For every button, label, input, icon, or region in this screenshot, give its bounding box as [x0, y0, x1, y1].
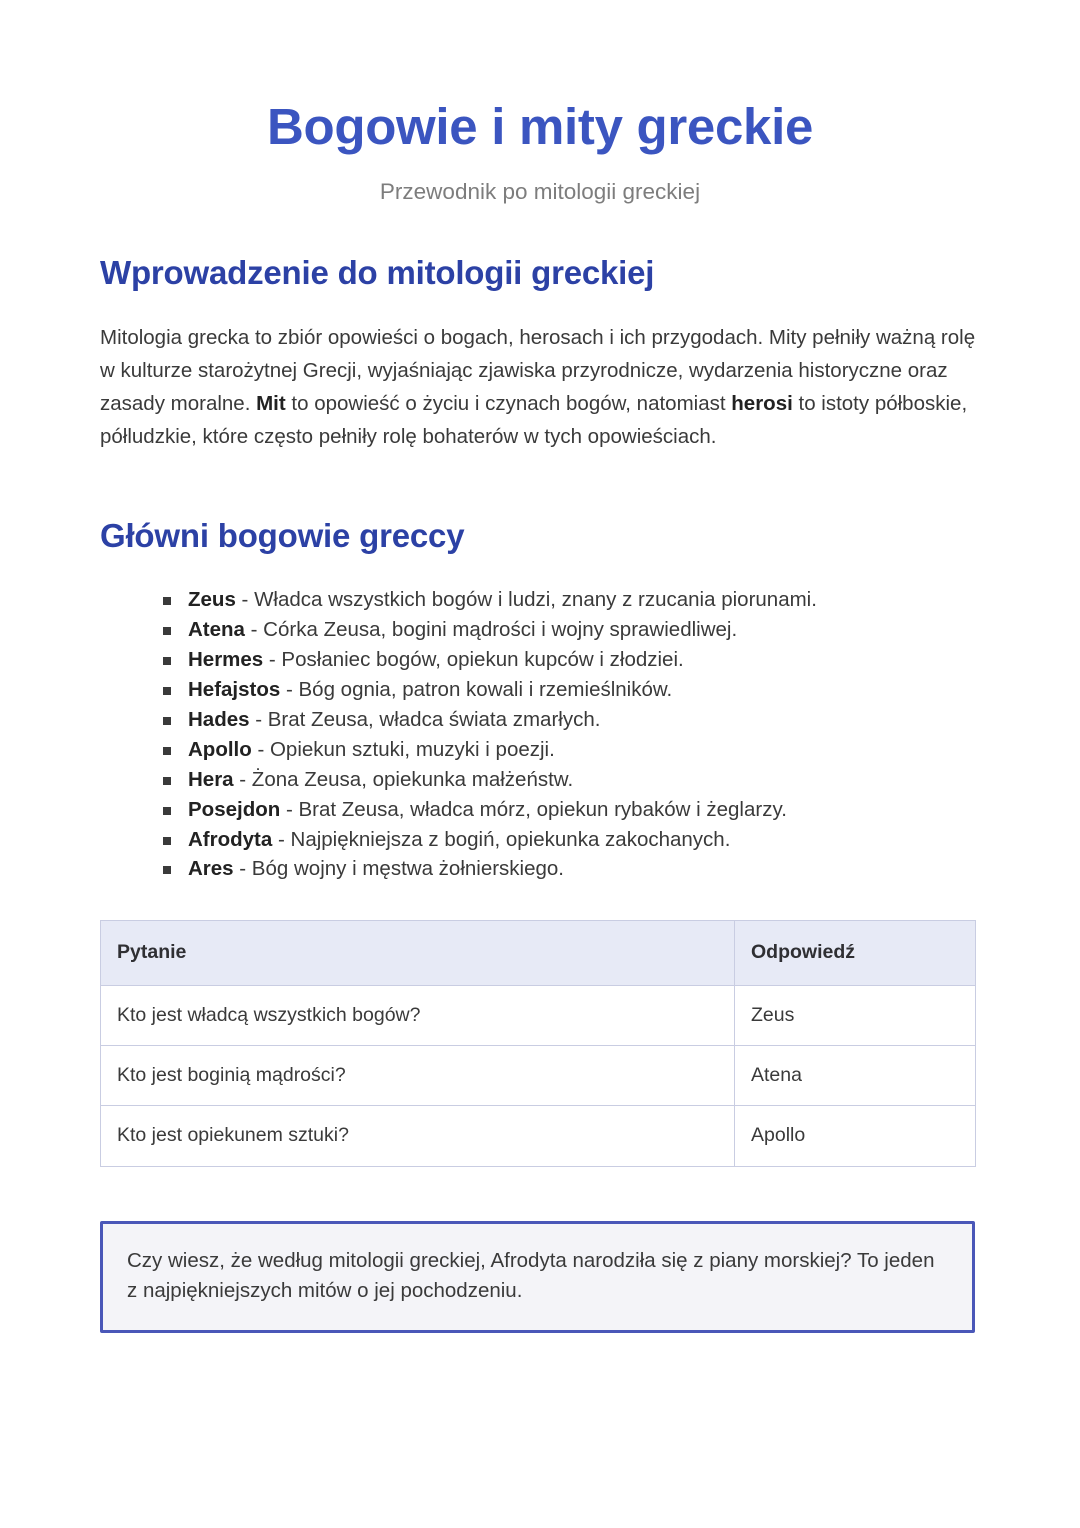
list-item	[160, 795, 980, 825]
list-item	[160, 765, 980, 795]
table-row	[101, 1106, 976, 1166]
god-description: - Brat Zeusa, władca mórz, opiekun rybaków i żeglarzy.	[280, 797, 787, 821]
questions-answers-table	[100, 920, 976, 1166]
god-description: - Władca wszystkich bogów i ludzi, znany z rzucania piorunami.	[235, 588, 817, 612]
god-name: Hermes	[188, 647, 264, 671]
god-description: - Brat Zeusa, władca świata zmarłych.	[249, 707, 601, 731]
god-name: Hades	[188, 707, 250, 731]
list-item	[160, 825, 980, 855]
callout-text: Czy wiesz, że według mitologii greckiej, Afrodyta narodziła się z piany morskiej? To jeden z najpiękniejszych mitów o jej pochodzeniu.	[127, 1248, 935, 1303]
column-header-answer: Odpowiedź	[735, 921, 976, 985]
god-name: Apollo	[188, 737, 252, 761]
introduction-paragraph	[100, 321, 980, 454]
god-description: - Opiekun sztuki, muzyki i poezji.	[251, 737, 555, 761]
document-content	[100, 0, 980, 1333]
column-header-question: Pytanie	[101, 921, 735, 985]
cell-question: Kto jest boginią mądrości?	[101, 1046, 735, 1106]
god-description: - Posłaniec bogów, opiekun kupców i złodziei.	[263, 647, 684, 671]
cell-answer: Apollo	[735, 1106, 976, 1166]
god-name: Posejdon	[188, 797, 281, 821]
god-description: - Bóg wojny i męstwa żołnierskiego.	[233, 857, 565, 881]
list-item	[160, 615, 980, 645]
intro-text-3: to istoty półboskie, półludzkie, które często pełniły rolę bohaterów w tych opowieściach.	[100, 392, 968, 449]
intro-bold-mit: Mit	[256, 392, 286, 416]
table-header-row	[101, 921, 976, 985]
list-item	[160, 735, 980, 765]
list-item	[160, 854, 980, 884]
god-name: Hera	[188, 767, 234, 791]
intro-bold-herosi: herosi	[731, 392, 793, 416]
page-title: Bogowie i mity greckie	[266, 98, 814, 155]
intro-text-1: Mitologia grecka to zbiór opowieści o bogach, herosach i ich przygodach. Mity pełniły ważną rolę w kulturze starożytnej Grecji, wyjaśniając zjawiska przyrodnicze, wydarzenia historyczne oraz zasady moralne.	[100, 325, 976, 416]
cell-answer: Zeus	[735, 985, 976, 1045]
table-head	[101, 921, 976, 985]
god-description: - Żona Zeusa, opiekunka małżeństw.	[233, 767, 574, 791]
gods-list	[100, 585, 980, 884]
page-subtitle: Przewodnik po mitologii greckiej	[379, 179, 701, 205]
list-item	[160, 645, 980, 675]
list-item	[160, 585, 980, 615]
god-description: - Córka Zeusa, bogini mądrości i wojny sprawiedliwej.	[244, 618, 738, 642]
intro-text-2: to opowieść o życiu i czynach bogów, natomiast	[285, 392, 732, 416]
god-name: Zeus	[188, 588, 236, 612]
god-name: Atena	[188, 618, 245, 642]
god-name: Ares	[188, 857, 234, 881]
did-you-know-callout	[100, 1221, 975, 1334]
section-heading-main-gods: Główni bogowie greccy	[100, 516, 465, 554]
god-description: - Najpiękniejsza z bogiń, opiekunka zakochanych.	[272, 827, 731, 851]
god-name: Afrodyta	[188, 827, 273, 851]
god-description: - Bóg ognia, patron kowali i rzemieślników.	[280, 677, 673, 701]
table-row	[101, 1046, 976, 1106]
god-name: Hefajstos	[188, 677, 281, 701]
table-row	[101, 985, 976, 1045]
section-heading-introduction: Wprowadzenie do mitologii greckiej	[100, 254, 655, 292]
cell-answer: Atena	[735, 1046, 976, 1106]
table-body	[101, 985, 976, 1166]
cell-question: Kto jest opiekunem sztuki?	[101, 1106, 735, 1166]
cell-question: Kto jest władcą wszystkich bogów?	[101, 985, 735, 1045]
list-item	[160, 675, 980, 705]
list-item	[160, 705, 980, 735]
